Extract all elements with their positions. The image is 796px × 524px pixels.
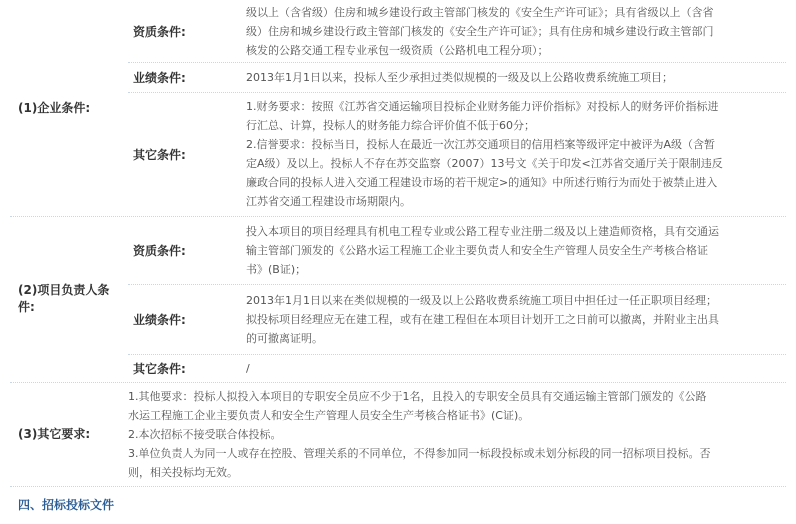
manager-conditions-group — [10, 216, 786, 383]
text-line: 水运工程施工企业主要负责人和安全生产管理人员安全生产考核合格证书》(C证)。 — [128, 408, 530, 422]
text-line: 级）住房和城乡建设行政主管部门核发的《安全生产许可证》；具有住房和城乡建设行政主管部门 — [246, 24, 714, 38]
text-line: 2.本次招标不接受联合体投标。 — [128, 427, 282, 441]
manager-performance-row — [128, 284, 786, 355]
manager-performance-text — [246, 284, 782, 354]
text-line: 2013年1月1日以来，投标人至少承担过类似规模的一级及以上公路收费系统施工项目； — [246, 70, 673, 84]
text-line: 廉政合同的投标人进入交通工程建设市场的若干规定>的通知》中所述行贿行为而处于被禁止进入 — [246, 176, 718, 189]
enterprise-performance-text — [246, 62, 782, 92]
manager-qualification-text — [246, 216, 782, 284]
text-line: 2.信誉要求：投标当日，投标人在最近一次江苏交通项目的信用档案等级评定中被评为A级（含暂 — [246, 138, 716, 151]
text-line: 行汇总、计算，投标人的财务能力综合评价值不低于60分； — [246, 119, 535, 132]
other-requirements-text — [128, 382, 784, 486]
manager-performance-label: 业绩条件: — [133, 312, 186, 327]
other-requirements-label: (3)其它要求: — [18, 426, 91, 441]
text-line: 投入本项目的项目经理具有机电工程专业或公路工程专业注册二级及以上建造师资格，具有交通运 — [246, 224, 719, 238]
enterprise-qualification-text — [246, 0, 782, 62]
enterprise-other-text — [246, 92, 782, 216]
enterprise-conditions-label: (1)企业条件: — [18, 100, 91, 115]
enterprise-qualification-label: 资质条件: — [133, 24, 186, 39]
text-line: 的可撤离证明。 — [246, 331, 323, 345]
manager-other-row — [128, 354, 786, 382]
enterprise-other-row — [128, 92, 786, 216]
enterprise-qualification-row — [128, 0, 786, 63]
text-line: 3.单位负责人为同一人或存在控股、管理关系的不同单位，不得参加同一标段投标或未划分标段的同一招标项目投标。否 — [128, 446, 711, 460]
text-line: 江苏省交通工程建设市场期限内。 — [246, 195, 411, 208]
manager-other-label: 其它条件: — [133, 361, 186, 376]
text-line: 则，相关投标均无效。 — [128, 465, 238, 479]
text-line: 定A级）及以上。投标人不存在苏交监察（2007）13号文《关于印发<江苏省交通厅关于限制违反 — [246, 157, 723, 170]
manager-conditions-label — [10, 216, 122, 382]
next-section-title: 四、招标投标文件 — [18, 498, 115, 512]
label-line: 件: — [18, 300, 35, 314]
text-line: 拟投标项目经理应无在建工程，或有在建工程但在本项目计划开工之日前可以撤离，并附业主出具 — [246, 312, 719, 326]
manager-qualification-label: 资质条件: — [133, 243, 186, 258]
label-line: (2)项目负责人条 — [18, 283, 110, 297]
text-line: / — [246, 361, 250, 375]
text-line: 书》(B证)； — [246, 262, 307, 276]
text-line: 核发的公路交通工程专业承包一级资质（公路机电工程分项）； — [246, 43, 549, 57]
text-line: 级以上（含省级）住房和城乡建设行政主管部门核发的《安全生产许可证》；具有省级以上（含省 — [246, 5, 714, 19]
enterprise-other-label: 其它条件: — [133, 147, 186, 162]
manager-other-text — [246, 354, 782, 382]
enterprise-conditions-group — [10, 0, 786, 217]
text-line: 1.其他要求：投标人拟投入本项目的专职安全员应不少于1名，且投入的专职安全员具有交通运输主管部门颁发的《公路 — [128, 389, 707, 403]
enterprise-performance-label: 业绩条件: — [133, 70, 186, 85]
other-requirements-group — [10, 382, 786, 487]
text-line: 输主管部门颁发的《公路水运工程施工企业主要负责人和安全生产管理人员安全生产考核合格证 — [246, 243, 708, 257]
enterprise-performance-row — [128, 62, 786, 93]
text-line: 1.财务要求：按照《江苏省交通运输项目投标企业财务能力评价指标》对投标人的财务评价指标进 — [246, 100, 719, 113]
text-line: 2013年1月1日以来在类似规模的一级及以上公路收费系统施工项目中担任过一任正职项目经理； — [246, 293, 717, 307]
manager-qualification-row — [128, 216, 786, 285]
